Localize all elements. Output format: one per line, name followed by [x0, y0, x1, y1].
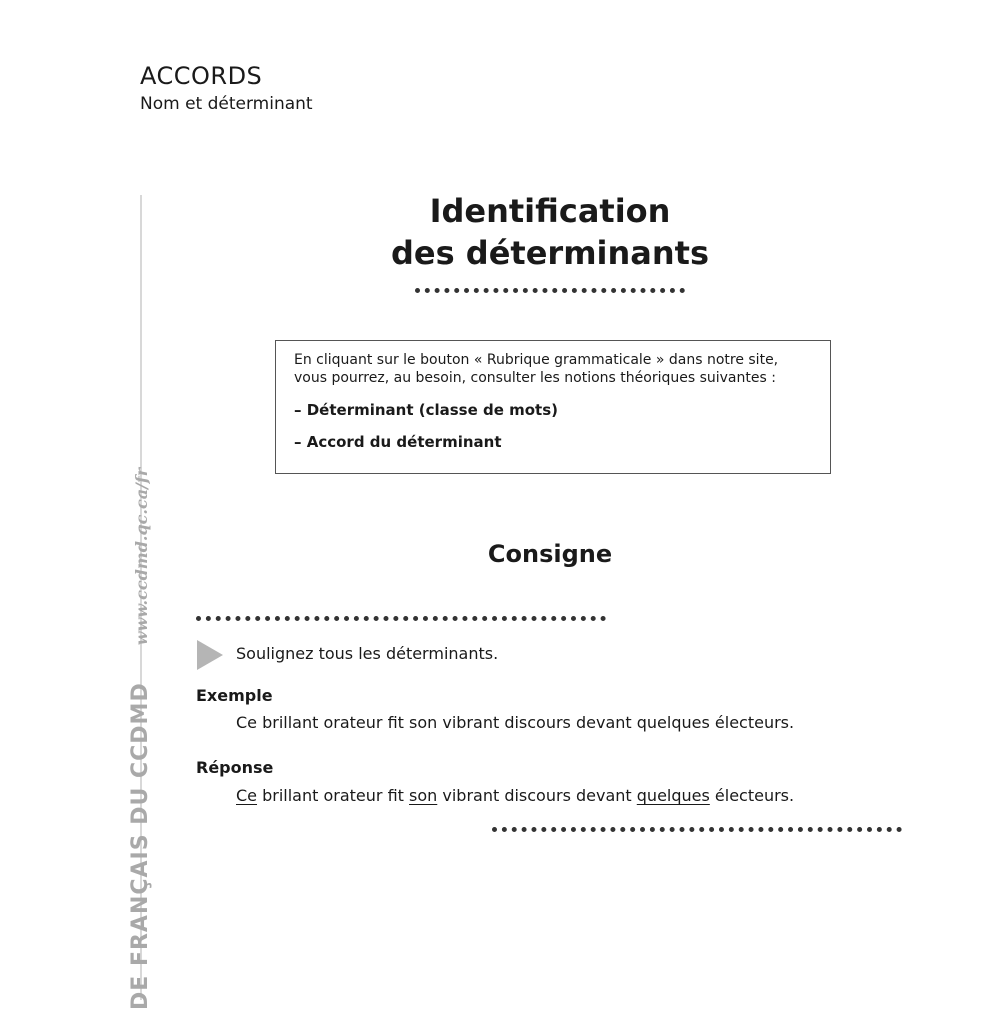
title-dotted-rule [415, 288, 685, 293]
example-label: Exemple [196, 686, 273, 705]
underlined-determinant: quelques [636, 786, 710, 805]
note-line-1: En cliquant sur le bouton « Rubrique grammaticale » dans notre site, [294, 352, 779, 368]
underlined-determinant: son [409, 786, 438, 805]
instruction-text: Soulignez tous les déterminants. [236, 644, 499, 663]
consigne-dotted-rule [196, 616, 606, 621]
side-organization: DE FRANÇAIS DU CCDMD [128, 682, 153, 1010]
note-item-determinant: – Déterminant (classe de mots) [294, 401, 559, 419]
play-arrow-icon [197, 640, 223, 670]
underlined-determinant: Ce [236, 786, 258, 805]
section-title: ACCORDS [140, 62, 263, 90]
note-line-2: vous pourrez, au besoin, consulter les notions théoriques suivantes : [294, 370, 776, 386]
consigne-title: Consigne [487, 540, 613, 568]
side-website: www.ccdmd.qc.ca/fr [132, 467, 151, 646]
bottom-dotted-rule [492, 827, 902, 832]
page-title [350, 190, 750, 274]
answer-text-segment: vibrant discours devant [437, 786, 637, 805]
page-title-line1: Identification [429, 192, 671, 230]
note-item-accord: – Accord du déterminant [294, 433, 502, 451]
example-sentence: Ce brillant orateur fit son vibrant discours devant quelques électeurs. [236, 713, 795, 732]
answer-sentence [236, 786, 794, 805]
section-subtitle: Nom et déterminant [140, 94, 313, 114]
theory-note-box [275, 340, 831, 474]
answer-text-segment: brillant orateur fit [257, 786, 410, 805]
answer-text-segment: électeurs. [709, 786, 795, 805]
side-watermark [128, 467, 153, 1010]
answer-label: Réponse [196, 758, 274, 777]
page-title-line2: des déterminants [391, 234, 709, 272]
